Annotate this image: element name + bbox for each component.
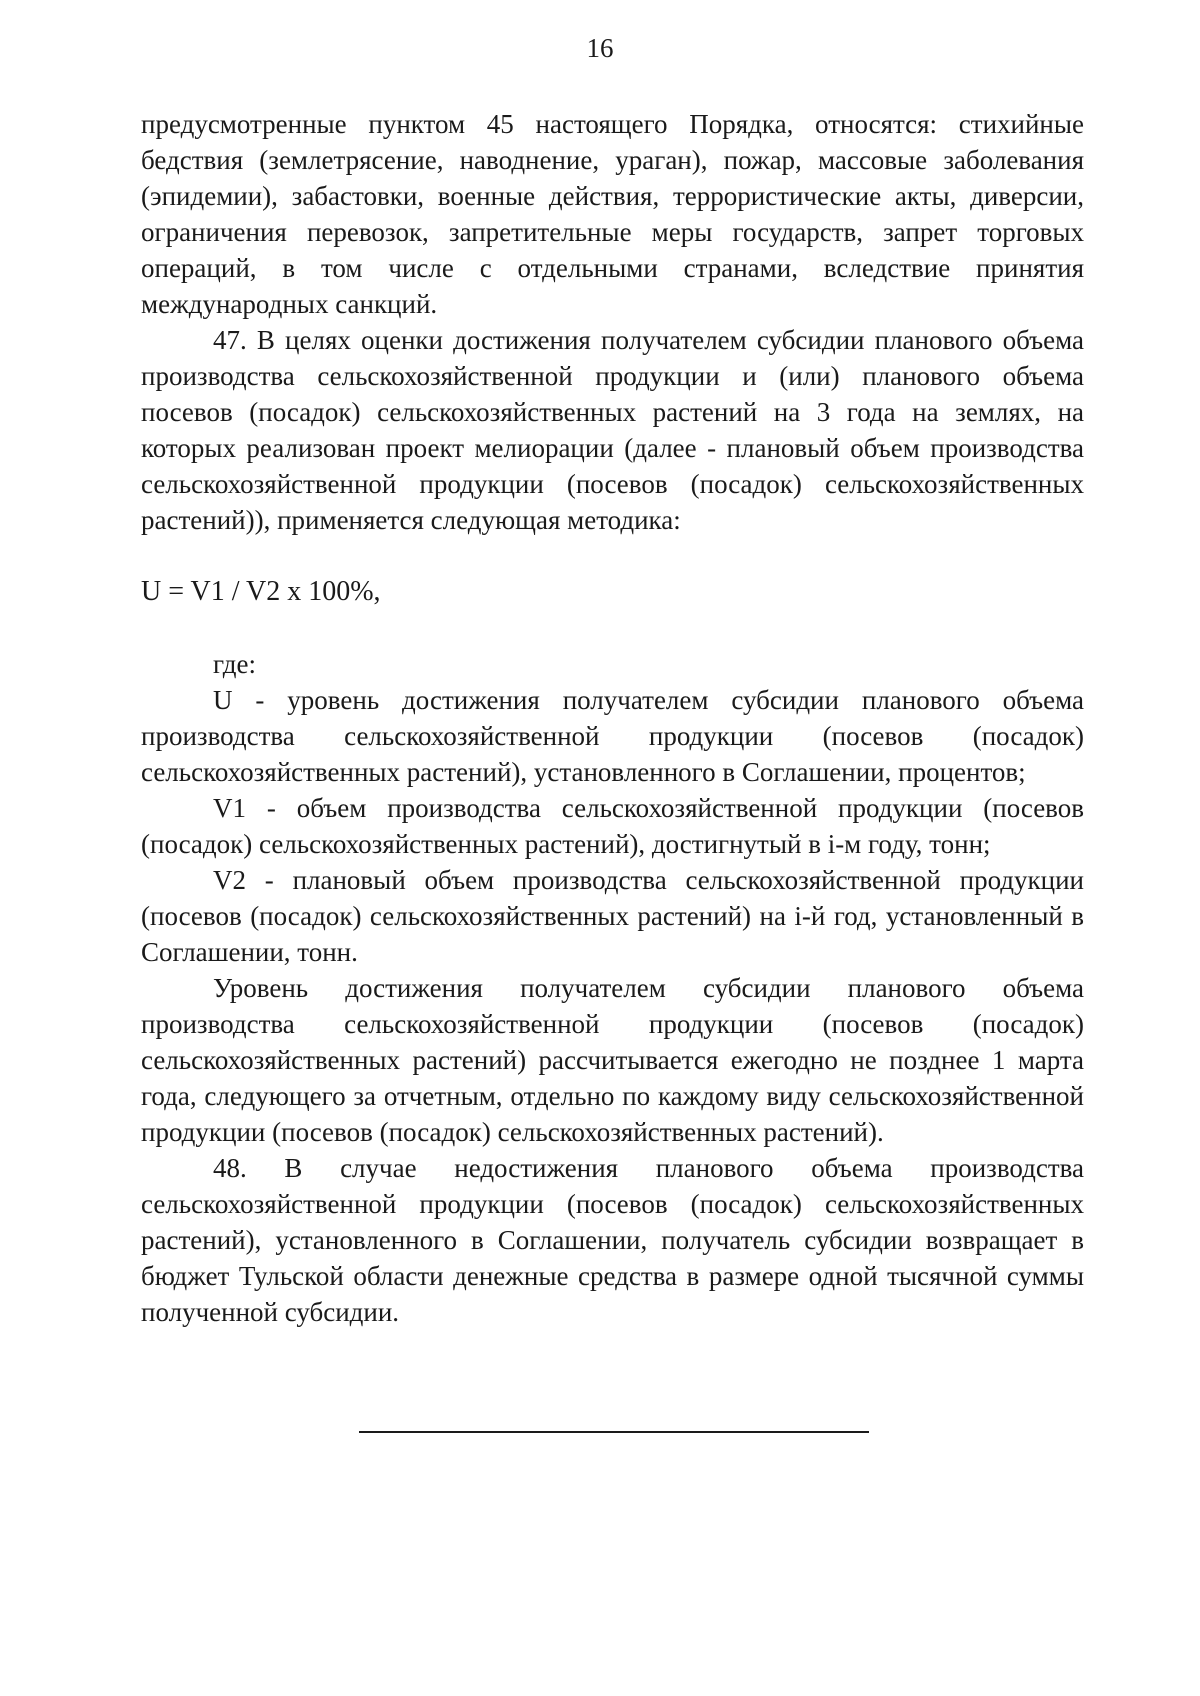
paragraph-continuation: предусмотренные пунктом 45 настоящего Порядка, относятся: стихийные бедствия (землетрясение, наводнение, ураган), пожар, массовые заболевания (эпидемии), забастовки, военные действия, террористические акты, диверсии, ограничения перевозок, запретительные меры государств, запрет торговых операций, в том числе с отдельными странами, вследствие принятия международных санкций.: [141, 109, 1084, 319]
formula: U = V1 / V2 x 100%,: [141, 576, 381, 607]
definition-v2: V2 - плановый объем производства сельскохозяйственной продукции (посевов (посадок) сельскохозяйственных растений) на i-й год, установленный в Соглашении, тонн.: [141, 865, 1084, 967]
document-body: [141, 106, 1084, 1330]
paragraph-level-calculation: Уровень достижения получателем субсидии планового объема производства сельскохозяйственной продукции (посевов (посадок) сельскохозяйственных растений) рассчитывается ежегодно не позднее 1 марта года, следующего за отчетным, отдельно по каждому виду сельскохозяйственной продукции (посевов (посадок) сельскохозяйственных растений).: [141, 973, 1084, 1147]
end-separator-line: [359, 1431, 869, 1433]
definition-u: U - уровень достижения получателем субсидии планового объема производства сельскохозяйственной продукции (посевов (посадок) сельскохозяйственных растений), установленного в Соглашении, процентов;: [141, 685, 1084, 787]
page-number: 16: [586, 33, 614, 63]
paragraph-where: где:: [213, 649, 256, 679]
paragraph-48: 48. В случае недостижения планового объема производства сельскохозяйственной продукции (посевов (посадок) сельскохозяйственных растений), установленного в Соглашении, получатель субсидии возвращает в бюджет Тульской области денежные средства в размере одной тысячной суммы полученной субсидии.: [141, 1153, 1084, 1327]
definition-v1: V1 - объем производства сельскохозяйственной продукции (посевов (посадок) сельскохозяйственных растений), достигнутый в i-м году, тонн;: [141, 793, 1084, 859]
paragraph-47: 47. В целях оценки достижения получателем субсидии планового объема производства сельскохозяйственной продукции и (или) планового объема посевов (посадок) сельскохозяйственных растений на 3 года на землях, на которых реализован проект мелиорации (далее - плановый объем производства сельскохозяйственной продукции (посевов (посадок) сельскохозяйственных растений)), применяется следующая методика:: [141, 325, 1084, 535]
